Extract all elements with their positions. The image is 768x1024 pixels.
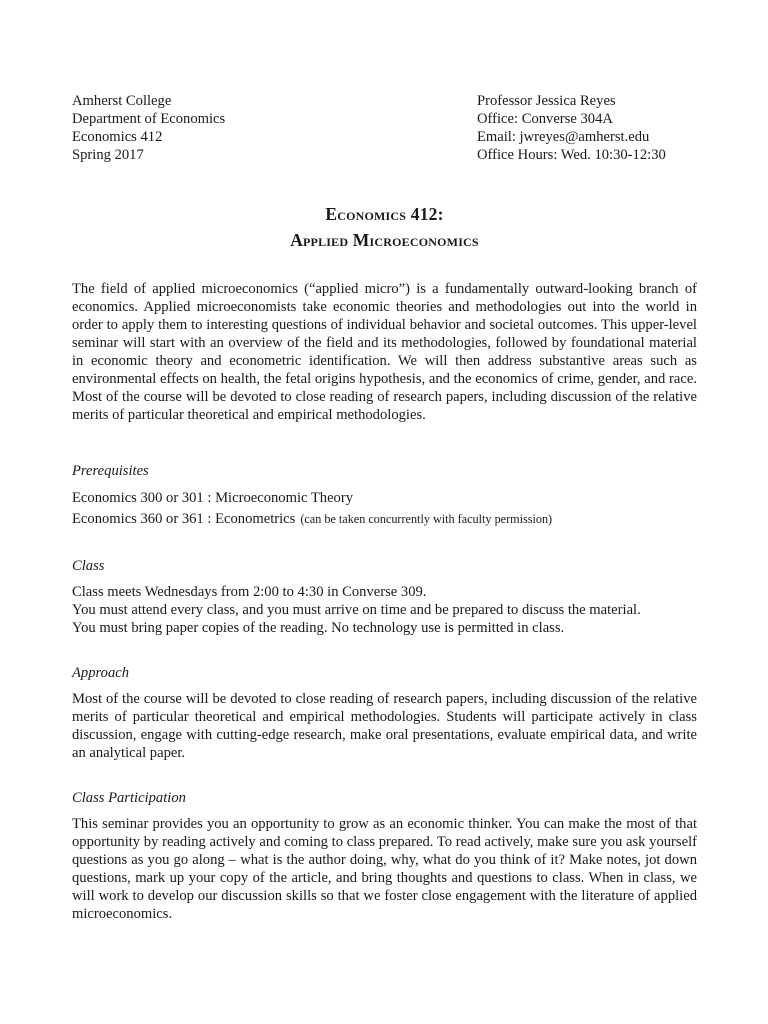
instructor-info — [477, 92, 697, 164]
header — [72, 92, 697, 164]
prerequisite-item — [72, 509, 697, 530]
title-line-2: Applied Microeconomics — [290, 230, 479, 250]
prerequisite-text: Economics 360 or 361 : Econometrics — [72, 511, 296, 527]
approach-heading: Approach — [72, 665, 130, 681]
office-location: Office: Converse 304A — [477, 111, 613, 127]
prerequisites-list — [72, 488, 697, 530]
email: Email: jwreyes@amherst.edu — [477, 129, 650, 145]
office-hours: Office Hours: Wed. 10:30-12:30 — [477, 147, 666, 163]
professor-name: Professor Jessica Reyes — [477, 93, 616, 109]
prerequisites-heading: Prerequisites — [72, 463, 149, 479]
prerequisite-item — [72, 488, 697, 509]
department-name: Department of Economics — [72, 111, 226, 127]
college-name: Amherst College — [72, 93, 172, 109]
syllabus-page — [72, 92, 697, 923]
participation-paragraph: This seminar provides you an opportunity to grow as an economic thinker. You can make the most of that opportunity by reading actively and coming to class prepared. To read actively, make sure you ask yourself questions as you go along – what is the author doing, why, what do you think of it? Make notes, jot down questions, mark up your copy of the article, and bring thoughts and questions to class. When in class, we will work to develop our discussion skills so that we foster close engagement with the literature of applied microeconomics. — [72, 816, 697, 922]
course-title — [72, 201, 697, 253]
participation-heading: Class Participation — [72, 790, 186, 806]
technology-policy: You must bring paper copies of the reading. No technology use is permitted in class. — [72, 620, 565, 636]
class-heading: Class — [72, 558, 105, 574]
prerequisite-note: (can be taken concurrently with faculty permission) — [300, 512, 553, 526]
prerequisite-text: Economics 300 or 301 : Microeconomic Theory — [72, 490, 354, 506]
term: Spring 2017 — [72, 147, 144, 163]
approach-paragraph: Most of the course will be devoted to close reading of research papers, including discussion of the relative merits of particular theoretical and empirical methodologies. Students will participate actively in class discussion, engage with cutting-edge research, make oral presentations, evaluate empirical data, and write an analytical paper. — [72, 691, 697, 761]
course-number: Economics 412 — [72, 129, 163, 145]
class-schedule: Class meets Wednesdays from 2:00 to 4:30 in Converse 309. — [72, 584, 427, 600]
institution-info — [72, 92, 225, 164]
title-line-1: Economics 412: — [325, 204, 444, 224]
intro-paragraph: The field of applied microeconomics (“applied micro”) is a fundamentally outward-looking branch of economics. Applied microeconomists take economic theories and methodologies out into the world in order to apply them to interesting questions of individual behavior and societal outcomes. This upper-level seminar will start with an overview of the field and its methodologies, followed by foundational material in economic theory and econometric identification. We will then address substantive areas such as environmental effects on health, the fetal origins hypothesis, and the economics of crime, gender, and race. Most of the course will be devoted to close reading of research papers, including discussion of the relative merits of particular theoretical and empirical methodologies. — [72, 281, 697, 423]
class-details — [72, 583, 697, 637]
attendance-policy: You must attend every class, and you must arrive on time and be prepared to discuss the material. — [72, 602, 641, 618]
